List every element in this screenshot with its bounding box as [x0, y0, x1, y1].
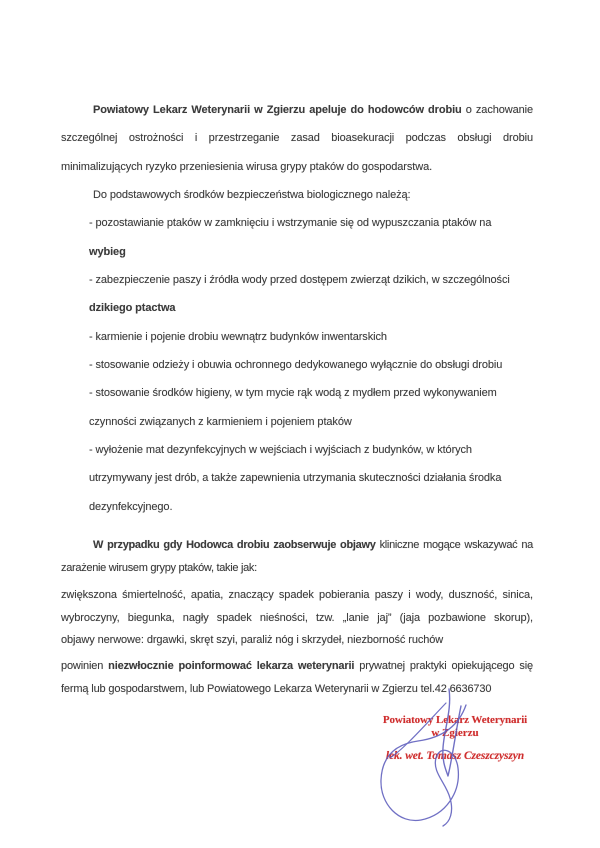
document-line — [61, 153, 533, 181]
document-line — [61, 238, 533, 266]
document-line — [61, 629, 533, 651]
stamp-org-line1: Powiatowy Lekarz Weterynarii — [382, 714, 528, 726]
text-segment-bold: W przypadku gdy Hodowca drobiu zaobserwuje objawy — [93, 539, 376, 552]
document-line — [61, 124, 533, 152]
text-segment: dezynfekcyjnego. — [89, 500, 173, 513]
document-line — [61, 464, 533, 492]
text-segment: - stosowanie odzieży i obuwia ochronnego dedykowanego wyłącznie do obsługi drobiu — [89, 359, 503, 372]
text-segment: wybroczyny, biegunka, nagły spadek nieśności, tzw. „lanie jaj” (jaja pozbawione skorup), — [61, 611, 533, 624]
document-line — [61, 557, 533, 580]
text-segment: czynności związanych z karmieniem i pojeniem ptaków — [89, 415, 352, 428]
text-segment: zwiększona śmiertelność, apatia, znaczący spadek pobierania paszy i wody, duszność, sinica, — [61, 589, 533, 602]
text-segment: fermą lub gospodarstwem, lub Powiatowego Lekarza Weterynarii w Zgierzu tel.42 6636730 — [61, 682, 492, 695]
document-line — [61, 493, 533, 521]
text-segment: - karmienie i pojenie drobiu wewnątrz budynków inwentarskich — [89, 330, 387, 343]
document-line — [61, 655, 533, 677]
document-body — [61, 96, 533, 700]
stamp-org-line2: w Zgierzu — [431, 727, 479, 739]
document-line — [61, 607, 533, 629]
text-segment-bold: wybieg — [89, 245, 126, 258]
section-symptoms — [61, 584, 533, 651]
text-segment: utrzymywany jest drób, a także zapewnienia utrzymania skuteczności działania środka — [89, 472, 502, 485]
text-segment-bold: dzikiego ptactwa — [89, 302, 176, 315]
text-segment: kliniczne mogące wskazywać na — [375, 539, 533, 552]
document-line — [61, 266, 533, 294]
document-line — [61, 294, 533, 322]
document-line — [61, 436, 533, 464]
document-line — [61, 96, 533, 124]
document-line — [61, 678, 533, 700]
official-stamp — [370, 713, 540, 762]
text-segment: - stosowanie środków higieny, w tym mycie rąk wodą z mydłem przed wykonywaniem — [89, 387, 497, 400]
text-segment: o zachowanie — [461, 104, 533, 116]
text-segment: objawy nerwowe: drgawki, skręt szyi, paraliż nóg i skrzydeł, niezborność ruchów — [61, 633, 444, 646]
text-segment: - wyłożenie mat dezynfekcyjnych w wejściach i wyjściach z budynków, w których — [89, 444, 472, 457]
document-line — [61, 323, 533, 351]
text-segment: powinien — [61, 660, 109, 673]
document-line — [61, 534, 533, 557]
section-action — [61, 655, 533, 700]
document-line — [61, 351, 533, 379]
text-segment: szczególnej ostrożności i przestrzeganie zasad bioasekuracji podczas obsługi drobiu — [61, 132, 533, 145]
text-segment: minimalizujących ryzyko przeniesienia wirusa grypy ptaków do gospodarstwa. — [61, 160, 433, 173]
document-line — [61, 181, 533, 209]
text-segment: prywatnej praktyki opiekującego się — [354, 660, 533, 673]
document-line — [61, 584, 533, 606]
document-line — [61, 209, 533, 237]
section-case — [61, 534, 533, 580]
document-line — [61, 379, 533, 407]
document-line — [61, 408, 533, 436]
text-segment-bold: niezwłocznie poinformować lekarza weterynarii — [108, 660, 355, 673]
text-segment-bold: Powiatowy Lekarz Weterynarii w Zgierzu apeluje do hodowców drobiu — [93, 104, 462, 116]
text-segment: - zabezpieczenie paszy i źródła wody przed dostępem zwierząt dzikich, w szczególności — [89, 274, 510, 287]
text-segment: Do podstawowych środków bezpieczeństwa biologicznego należą: — [93, 189, 411, 202]
stamp-signer-name: lek. wet. Tomasz Czeszczyszyn — [385, 750, 525, 762]
text-segment: - pozostawianie ptaków w zamknięciu i wstrzymanie się od wypuszczania ptaków na — [89, 217, 492, 230]
section-appeal — [61, 96, 533, 521]
text-segment: zarażenie wirusem grypy ptaków, takie jak: — [61, 562, 257, 575]
